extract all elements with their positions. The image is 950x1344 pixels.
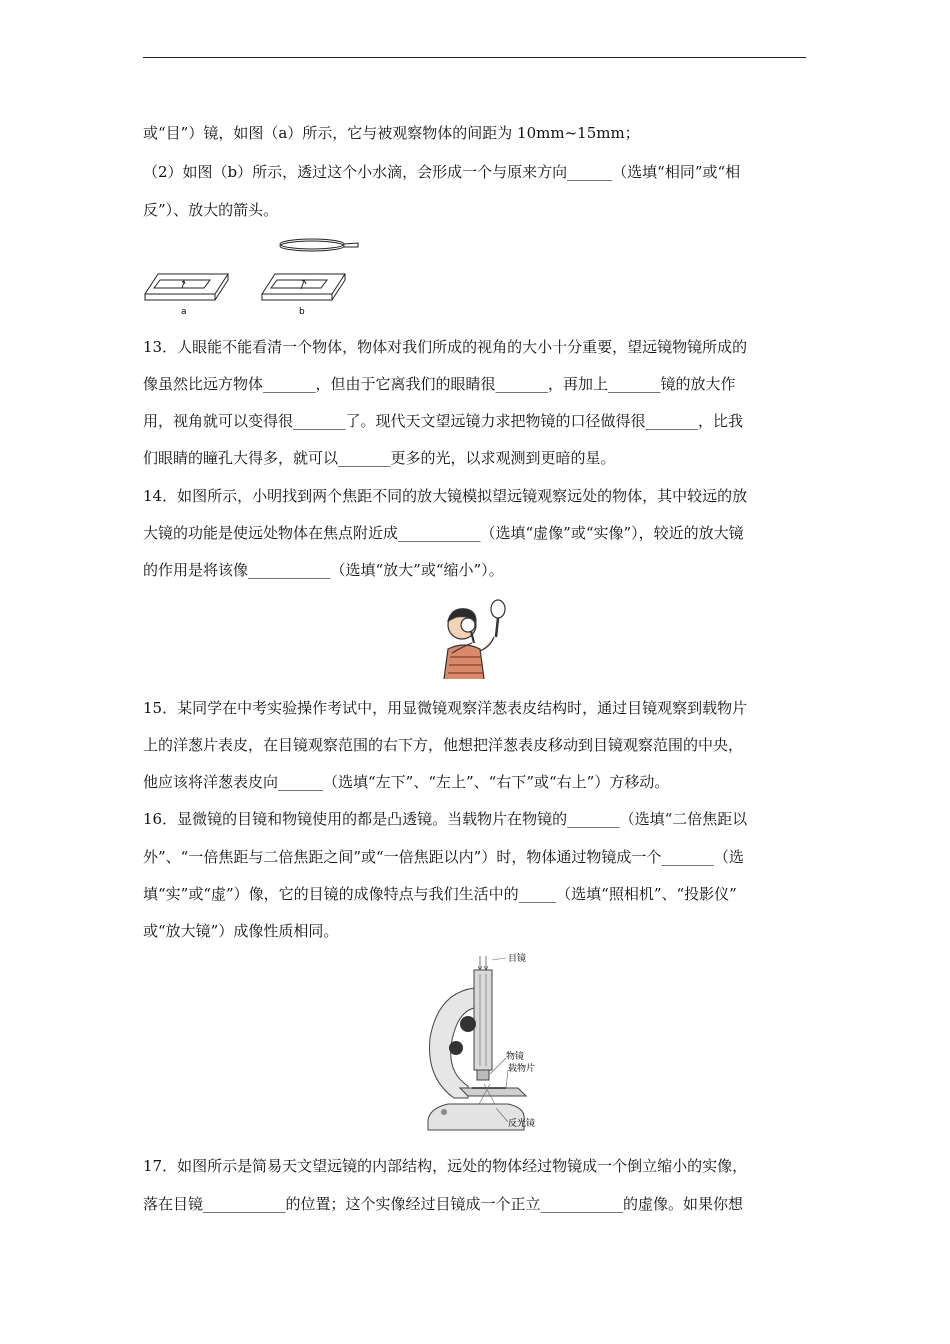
slide-a-drawing	[145, 274, 228, 300]
text-line: 14．如图所示，小明找到两个焦距不同的放大镜模拟望远镜观察远处的物体，其中较远的放	[143, 487, 748, 505]
text-line: 用，视角就可以变得很_______了。现代天文望远镜力求把物镜的口径做得很_______，比我	[143, 412, 744, 430]
figure-label-b: b	[299, 307, 305, 317]
text-line: 16．显微镜的目镜和物镜使用的都是凸透镜。当载物片在物镜的_______（选填“二倍焦距以	[143, 810, 748, 828]
magnifier-drawing	[280, 239, 358, 251]
figure-microscope	[408, 948, 558, 1140]
text-line: （2）如图（b）所示，透过这个小水滴，会形成一个与原来方向______（选填“相同”或“相	[143, 163, 741, 181]
figure-boy-with-magnifiers	[434, 597, 516, 679]
text-line: 大镜的功能是使远处物体在焦点附近成___________（选填“虚像”或“实像”），较近的放大镜	[143, 524, 744, 542]
text-line: 17．如图所示是简易天文望远镜的内部结构，远处的物体经过物镜成一个倒立缩小的实像，	[143, 1157, 748, 1175]
slide-b-drawing	[262, 274, 345, 300]
header-rule	[143, 57, 806, 58]
text-line: 或“放大镜”）成像性质相同。	[143, 922, 339, 940]
text-line: 或“目”）镜，如图（a）所示，它与被观察物体的间距为 10mm~15mm；	[143, 124, 640, 142]
text-line: 15．某同学在中考实验操作考试中，用显微镜观察洋葱表皮结构时，通过目镜观察到载物片	[143, 699, 748, 717]
figure-label-a: a	[181, 307, 187, 317]
figure-water-drop-ab	[140, 234, 360, 319]
text-line: 上的洋葱片表皮，在目镜观察范围的右下方，他想把洋葱表皮移动到目镜观察范围的中央，	[143, 736, 744, 754]
boy-illustration	[434, 597, 516, 679]
text-line: 的作用是将该像___________（选填“放大”或“缩小”）。	[143, 561, 504, 579]
label-stage: 载物片	[508, 1064, 536, 1074]
text-line: 13．人眼能不能看清一个物体，物体对我们所成的视角的大小十分重要，望远镜物镜所成的	[143, 338, 748, 356]
label-mirror: 反光镜	[508, 1119, 536, 1129]
text-line: 落在目镜___________的位置；这个实像经过目镜成一个正立___________的虚像。如果你想	[143, 1195, 744, 1213]
text-line: 反”）、放大的箭头。	[143, 201, 279, 219]
text-line: 他应该将洋葱表皮向______（选填“左下”、“左上”、“右下”或“右上”）方移动。	[143, 773, 670, 791]
text-line: 填“实”或“虚”）像，它的目镜的成像特点与我们生活中的_____（选填“照相机”、“投影仪”	[143, 885, 737, 903]
text-line: 们眼睛的瞳孔大得多，就可以_______更多的光，以求观测到更暗的星。	[143, 449, 616, 467]
figure-water-drop-svg	[140, 234, 360, 319]
label-eyepiece: 目镜	[508, 954, 527, 964]
label-objective: 物镜	[506, 1052, 525, 1062]
microscope-illustration	[408, 948, 558, 1140]
text-line: 外”、“一倍焦距与二倍焦距之间”或“一倍焦距以内”）时，物体通过物镜成一个_______（选	[143, 848, 744, 866]
text-line: 像虽然比远方物体_______，但由于它离我们的眼睛很_______，再加上_______镜的放大作	[143, 375, 736, 393]
